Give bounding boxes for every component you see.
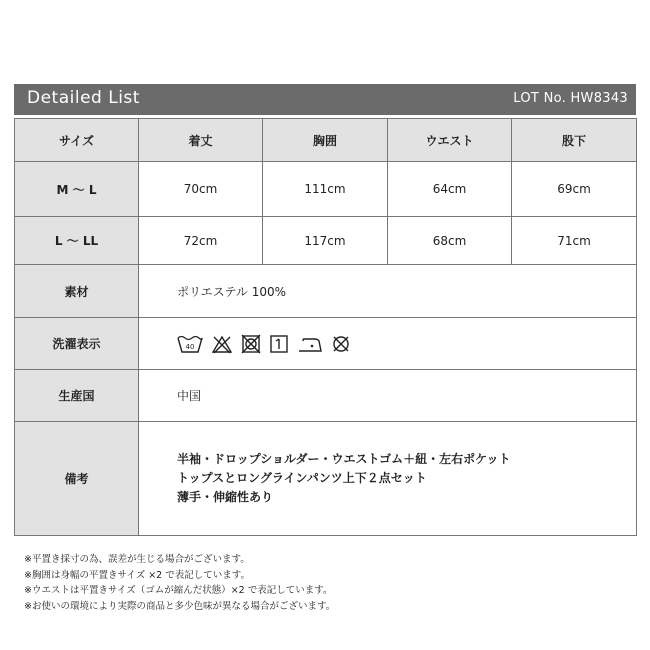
header-size: サイズ [15, 119, 139, 162]
length-value: 72cm [139, 217, 263, 265]
footnotes [24, 552, 335, 614]
table-row [15, 162, 637, 217]
line-dry-icon [269, 334, 289, 354]
table-row [15, 217, 637, 265]
header-length: 着丈 [139, 119, 263, 162]
remarks-label: 備考 [15, 422, 139, 536]
section-header [14, 84, 636, 115]
iron-low-icon [297, 334, 323, 354]
size-label: M ～ L [15, 162, 139, 217]
size-label: L ～ LL [15, 217, 139, 265]
inseam-value: 71cm [512, 217, 637, 265]
remarks-line: 半袖・ドロップショルダー・ウエストゴム＋紐・左右ポケット [177, 452, 511, 466]
footnote: ※ウエストは平置きサイズ（ゴムが縮んだ状態）×2 で表記しています。 [24, 585, 333, 596]
inseam-value: 69cm [512, 162, 637, 217]
wash-temperature: 40 [185, 342, 195, 351]
material-value: ポリエステル 100% [139, 265, 637, 318]
care-icons [177, 334, 636, 354]
section-title: Detailed List [27, 88, 140, 108]
care-row [15, 318, 637, 370]
origin-value: 中国 [139, 370, 637, 422]
size-header-row [15, 119, 637, 162]
material-row [15, 265, 637, 318]
waist-value: 64cm [388, 162, 512, 217]
chest-value: 117cm [263, 217, 388, 265]
footnote: ※胸囲は身幅の平置きサイズ ×2 で表記しています。 [24, 569, 250, 581]
detail-table [14, 118, 637, 536]
header-chest: 胸囲 [263, 119, 388, 162]
waist-value: 68cm [388, 217, 512, 265]
remarks-row [15, 422, 637, 536]
material-label: 素材 [15, 265, 139, 318]
chest-value: 111cm [263, 162, 388, 217]
origin-row [15, 370, 637, 422]
header-inseam: 股下 [512, 119, 637, 162]
header-waist: ウエスト [388, 119, 512, 162]
no-dry-clean-icon [331, 334, 351, 354]
remarks-line: 薄手・伸縮性あり [177, 490, 274, 504]
length-value: 70cm [139, 162, 263, 217]
no-bleach-icon [211, 334, 233, 354]
footnote: ※平置き採寸の為、誤差が生じる場合がございます。 [24, 554, 250, 565]
care-label: 洗濯表示 [15, 318, 139, 370]
wash-40-icon [177, 334, 203, 354]
remarks-line: トップスとロングラインパンツ上下２点セット [177, 471, 427, 485]
origin-label: 生産国 [15, 370, 139, 422]
footnote: ※お使いの環境により実際の商品と多少色味が異なる場合がございます。 [24, 600, 336, 612]
remarks-value [139, 422, 637, 536]
lot-number: LOT No. HW8343 [513, 91, 628, 106]
no-tumble-dry-icon [241, 334, 261, 354]
